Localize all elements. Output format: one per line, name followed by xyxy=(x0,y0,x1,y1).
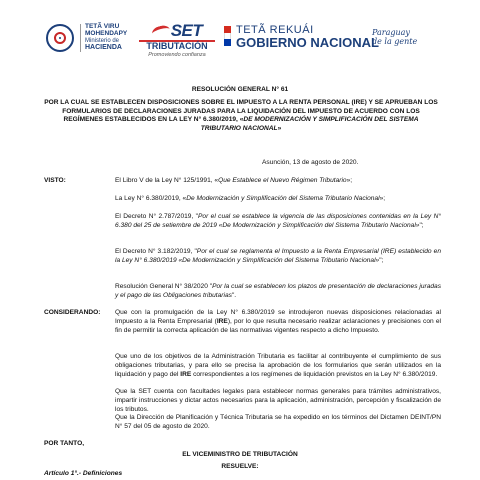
resolution-title: RESOLUCIÓN GENERAL N° 61 xyxy=(191,86,289,93)
visto-item: El Libro V de la Ley N° 125/1991, «Que Establece el Nuevo Régimen Tributario»; xyxy=(115,177,353,184)
set-sub: TRIBUTACIÓN xyxy=(139,40,215,52)
slogan-line2: de la gente xyxy=(372,37,418,47)
considerando-label: CONSIDERANDO: xyxy=(44,309,101,316)
set-tributacion-logo xyxy=(139,22,215,58)
set-mark: SET xyxy=(170,21,203,40)
considerando-item: Que la SET cuenta con facultades legales para establecer normas generales para trámites administrativos, impartir instrucciones y dictar actos necesarios para la aplicación, administración, percepción y fiscalización de los tributos. xyxy=(115,388,441,413)
slogan-line1: Paraguay xyxy=(372,28,410,37)
logo1-line3: Ministerio de xyxy=(85,37,120,44)
ministerio-hacienda-logo xyxy=(46,24,127,52)
considerando-item: Que uno de los objetivos de la Administración Tributaria es facilitar al contribuyente el cumplimiento de sus obligaciones tributarias, y para ello se precisa la aprobación de los formularios que serán utilizados en la liquidación y pago del IRE correspondientes a los regímenes de liquidación previstos en la Ley N° 6.380/2019. xyxy=(115,353,441,378)
considerando-item: Que la Dirección de Planificación y Técnica Tributaria se ha expedido en los términos del Dictamen DEINT/PN N° 57 del 05 de agosto de 2020. xyxy=(115,414,441,430)
visto-item: El Decreto N° 3.182/2019, "Por el cual se reglamenta el Impuesto a la Renta Empresarial (IRE) establecido en la Ley N° 6.380/2019 «De Modernización y Simplificación del Sistema Tributario Nacional»"; xyxy=(115,248,441,264)
gov-main: GOBIERNO NACIONAL xyxy=(236,35,379,51)
paraguay-slogan xyxy=(372,28,417,46)
por-tanto-label: POR TANTO, xyxy=(44,440,85,447)
set-tagline: Promoviendo confianza xyxy=(148,51,206,58)
article-heading: Artículo 1°.- Definiciones xyxy=(44,470,123,477)
considerando-item: Que con la promulgación de la Ley N° 6.380/2019 se introdujeron nuevas disposiciones relacionadas al Impuesto a la Renta Empresarial (IRE), por lo que resulta necesario realizar aclaraciones y precisiones con el fin de permitir la correcta aplicación de las normativas vigentes respecto a dicho Impuesto. xyxy=(115,309,441,334)
logo1-line4: HACIENDA xyxy=(85,44,122,52)
authority-title: EL VICEMINISTRO DE TRIBUTACIÓN xyxy=(182,451,298,458)
logo1-line2: MOHENDAPY xyxy=(85,30,128,38)
visto-label: VISTO: xyxy=(44,177,66,184)
visto-item: Resolución General N° 38/2020 "Por la cual se establecen los plazos de presentación de declaraciones juradas y el pago de las Obligaciones tributarias". xyxy=(115,283,441,299)
gobierno-nacional-logo xyxy=(224,24,379,50)
visto-item: La Ley N° 6.380/2019, «De Modernización y Simplificación del Sistema Tributario Nacional»; xyxy=(115,195,386,202)
paraguay-flag-icon xyxy=(224,26,231,46)
document-date: Asunción, 13 de agosto de 2020. xyxy=(262,159,359,166)
resolution-subject: POR LA CUAL SE ESTABLECEN DISPOSICIONES SOBRE EL IMPUESTO A LA RENTA PERSONAL (IRE) Y SE APRUEBAN LOS FORMULARIOS DE DECLARACIONES JURADAS PARA LA LIQUIDACIÓN DEL IMPUESTO DE ACUERDO CON LOS REGÍMENES ESTABLECIDOS EN LA LEY N° 6.380/2019, «DE MODERNIZACIÓN Y SIMPLIFICACIÓN DEL SISTEMA TRIBUTARIO NACIONAL» xyxy=(44,99,438,133)
visto-item: El Decreto N° 2.787/2019, "Por el cual se establece la vigencia de las disposiciones contenidas en la Ley N° 6.380 del 25 de setiembre de 2019 «De Modernización y Simplificación del Sistema Tributario Nacional»"; xyxy=(115,213,442,229)
letterhead xyxy=(0,0,480,62)
resuelve-title: RESUELVE: xyxy=(221,463,259,470)
swoosh-icon xyxy=(151,24,171,39)
logo1-line1: TETÃ VIRU xyxy=(85,23,120,31)
gov-top: TETÃ REKUÁI xyxy=(236,24,314,36)
national-seal-icon xyxy=(46,24,74,52)
